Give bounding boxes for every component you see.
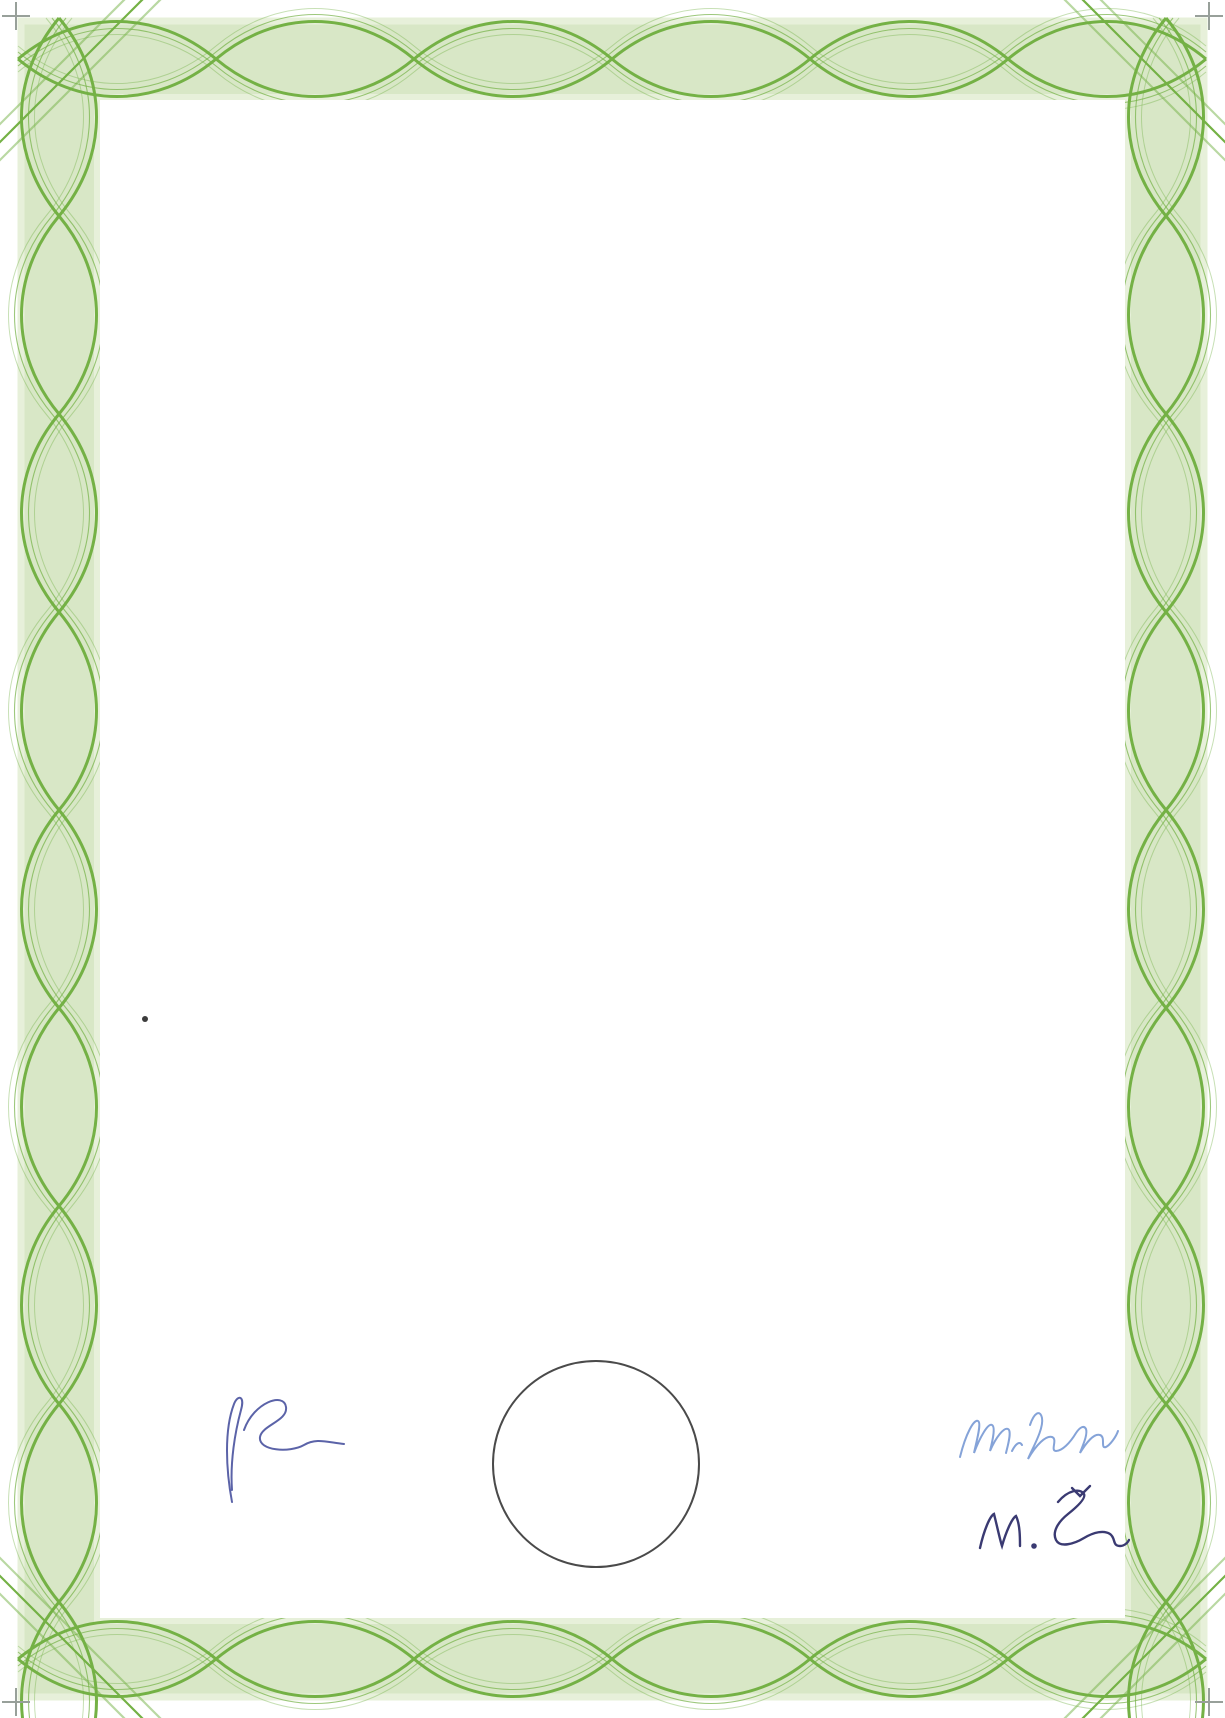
signature-jakub-skvara: [210, 1390, 350, 1510]
company-stamp-seal: [489, 1357, 703, 1571]
detail-training-date: [117, 859, 1097, 904]
certificate-details: [117, 679, 1097, 1038]
signature-miroslav-skvara: [970, 1482, 1130, 1567]
company-stamp: [489, 1357, 703, 1571]
detail-program: [117, 679, 1097, 724]
detail-person-id: [117, 814, 1097, 859]
qr-code-image: [888, 122, 1074, 308]
specialization-groups-label: [117, 949, 1097, 994]
detail-address: [117, 769, 1097, 814]
qr-code: [888, 122, 1074, 308]
course-info: [117, 1062, 1097, 1076]
detail-birthdate: [117, 724, 1097, 769]
specialization-list: [117, 998, 1097, 1038]
signature-martin-podavka: [952, 1385, 1120, 1480]
specialization-item: [161, 998, 1097, 1038]
detail-certificate-number: [117, 904, 1097, 949]
